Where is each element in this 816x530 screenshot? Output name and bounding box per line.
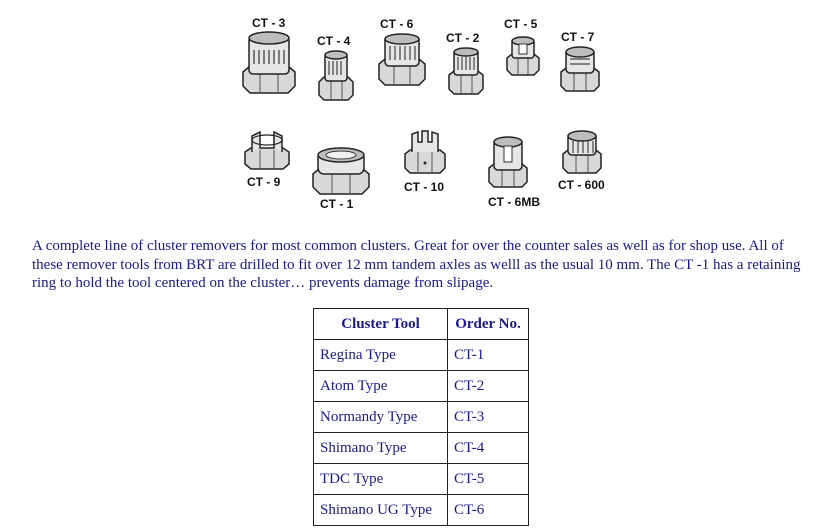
table-row — [314, 433, 529, 464]
ct-7-label: CT - 7 — [561, 30, 595, 44]
table-header-row — [314, 309, 529, 340]
ct-9-label: CT - 9 — [247, 175, 281, 189]
ct-5-tool-image — [504, 34, 542, 80]
order-no-cell: CT-3 — [448, 402, 529, 433]
column-header-cluster-tool: Cluster Tool — [314, 309, 448, 340]
table-row — [314, 464, 529, 495]
cluster-tool-cell: Normandy Type — [314, 402, 448, 433]
ct-4-tool-image — [316, 48, 356, 104]
column-header-order-no: Order No. — [448, 309, 529, 340]
ct-6mb-tool-image — [486, 134, 530, 192]
ct-3-label: CT - 3 — [252, 16, 286, 30]
table-row — [314, 402, 529, 433]
ct-600-label: CT - 600 — [558, 178, 605, 192]
ct-6-tool-image — [376, 32, 428, 90]
ct-9-tool-image — [242, 128, 292, 174]
cluster-tool-cell: Shimano Type — [314, 433, 448, 464]
ct-1-label: CT - 1 — [320, 197, 354, 211]
ct-7-tool-image — [558, 44, 602, 96]
ct-5-label: CT - 5 — [504, 17, 538, 31]
cluster-tools-illustration — [0, 0, 816, 225]
cluster-tool-table — [313, 308, 529, 526]
ct-10-tool-image — [402, 128, 448, 178]
ct-600-tool-image — [560, 128, 604, 178]
ct-3-tool-image — [240, 30, 298, 98]
ct-10-label: CT - 10 — [404, 180, 445, 194]
order-no-cell: CT-2 — [448, 371, 529, 402]
cluster-tool-cell: Atom Type — [314, 371, 448, 402]
ct-6-label: CT - 6 — [380, 17, 414, 31]
cluster-tool-cell: TDC Type — [314, 464, 448, 495]
order-no-cell: CT-1 — [448, 340, 529, 371]
ct-1-tool-image — [310, 144, 372, 198]
ct-6mb-label: CT - 6MB — [488, 195, 540, 209]
table-row — [314, 371, 529, 402]
order-no-cell: CT-4 — [448, 433, 529, 464]
order-no-cell: CT-6 — [448, 495, 529, 526]
product-description: A complete line of cluster removers for most common clusters. Great for over the counter sales as well as for shop use. All of these remover tools from BRT are drilled to fit over 12 mm tandem axles as welll as the usual 10 mm. The CT -1 has a retaining ring to hold the tool centered on the cluster… prevents damage from slipage. — [32, 238, 801, 291]
cluster-tool-cell: Regina Type — [314, 340, 448, 371]
order-no-cell: CT-5 — [448, 464, 529, 495]
ct-2-label: CT - 2 — [446, 31, 480, 45]
ct-4-label: CT - 4 — [317, 34, 351, 48]
table-row — [314, 495, 529, 526]
cluster-tool-cell: Shimano UG Type — [314, 495, 448, 526]
ct-2-tool-image — [446, 45, 486, 99]
table-row — [314, 340, 529, 371]
